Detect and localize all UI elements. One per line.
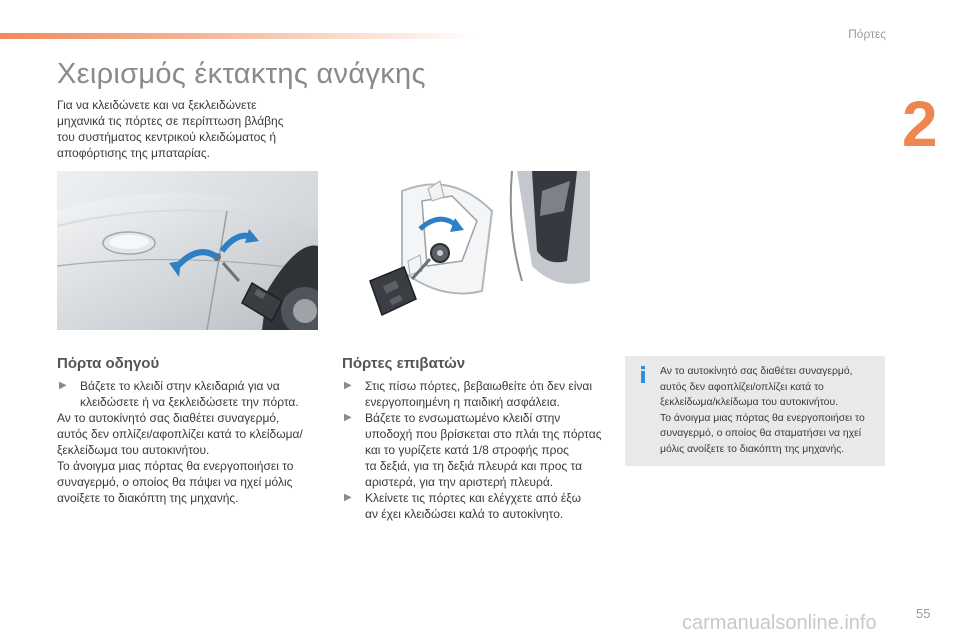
page-heading: Χειρισμός έκτακτης ανάγκης [57, 58, 426, 90]
driver-door-drawing [57, 171, 318, 330]
body-line: Το άνοιγμα μιας πόρτας θα ενεργοποιήσει το [57, 459, 294, 473]
intro-line: Για να κλειδώνετε και να ξεκλειδώνετε [57, 98, 257, 112]
intro-line: μηχανικά τις πόρτες σε περίπτωση βλάβης [57, 114, 284, 128]
passenger-doors-text [342, 378, 602, 522]
bullet-line: ενεργοποιημένη η παιδική ασφάλεια. [365, 395, 560, 409]
intro-line: του συστήματος κεντρικού κλειδώματος ή [57, 130, 277, 144]
list-item [57, 378, 319, 410]
bullet-line: κλειδώσετε ή να ξεκλειδώσετε την πόρτα. [80, 395, 299, 409]
bullet-arrow-icon: ▶ [344, 380, 352, 391]
info-line: Το άνοιγμα μιας πόρτας θα ενεργοποιήσει το [660, 412, 865, 424]
info-line: ξεκλείδωμα/κλείδωμα του αυτοκινήτου. [660, 397, 839, 408]
info-line: αυτός δεν αφοπλίζει/οπλίζει κατά το [660, 381, 824, 393]
list-item [342, 378, 602, 410]
bullet-arrow-icon: ▶ [344, 492, 352, 503]
bullet-arrow-icon: ▶ [59, 380, 67, 391]
bullet-line: Κλείνετε τις πόρτες και ελέγχετε από έξω [365, 491, 582, 505]
info-icon: i [639, 364, 647, 389]
info-box [625, 356, 885, 466]
intro-line: αποφόρτισης της μπαταρίας. [57, 146, 210, 160]
bullet-line: τα δεξιά, για τη δεξιά πλευρά και προς τα [365, 459, 583, 473]
bullet-line: Στις πίσω πόρτες, βεβαιωθείτε ότι δεν είναι [365, 379, 593, 393]
bullet-line: Βάζετε το κλειδί στην κλειδαριά για να [80, 379, 280, 393]
driver-door-illustration [57, 171, 318, 330]
driver-door-text [57, 378, 319, 506]
passenger-door-illustration [342, 171, 590, 330]
list-item [342, 490, 602, 522]
body-line: Αν το αυτοκίνητό σας διαθέτει συναγερμό, [57, 411, 280, 425]
info-line: συναγερμό, ο οποίος θα σταματήσει να ηχεί [660, 428, 862, 439]
bullet-line: και το γυρίζετε κατά 1/8 στροφής προς [365, 443, 569, 457]
body-line: ξεκλείδωμα του αυτοκινήτου. [57, 443, 210, 457]
header-accent-bar [0, 33, 480, 39]
body-line: ανοίξετε το διακόπτη της μηχανής. [57, 491, 239, 505]
bullet-arrow-icon: ▶ [344, 412, 352, 423]
bullet-line: αριστερά, για την αριστερή πλευρά. [365, 475, 554, 489]
passenger-doors-heading: Πόρτες επιβατών [342, 355, 466, 372]
intro-paragraph [57, 97, 319, 161]
info-line: Αν το αυτοκίνητό σας διαθέτει συναγερμό, [660, 366, 853, 377]
info-line: μόλις ανοίξετε το διακόπτη της μηχανής. [660, 443, 845, 455]
driver-door-heading: Πόρτα οδηγού [57, 355, 160, 372]
page-number: 55 [916, 606, 931, 621]
bullet-line: αν έχει κλειδώσει καλά το αυτοκίνητο. [365, 507, 564, 521]
list-item [342, 410, 602, 490]
section-title: Πόρτες [848, 27, 886, 41]
watermark: carmanualsonline.info [682, 612, 877, 634]
bullet-line: Βάζετε το ενσωματωμένο κλειδί στην [365, 411, 561, 425]
bullet-line: υποδοχή που βρίσκεται στο πλάι της πόρτας [365, 427, 602, 441]
body-line: συναγερμό, ο οποίος θα πάψει να ηχεί μόλις [57, 475, 293, 489]
chapter-number: 2 [902, 88, 938, 160]
passenger-door-drawing [342, 171, 590, 330]
body-line: αυτός δεν οπλίζει/αφοπλίζει κατά το κλείδωμα/ [57, 427, 303, 441]
